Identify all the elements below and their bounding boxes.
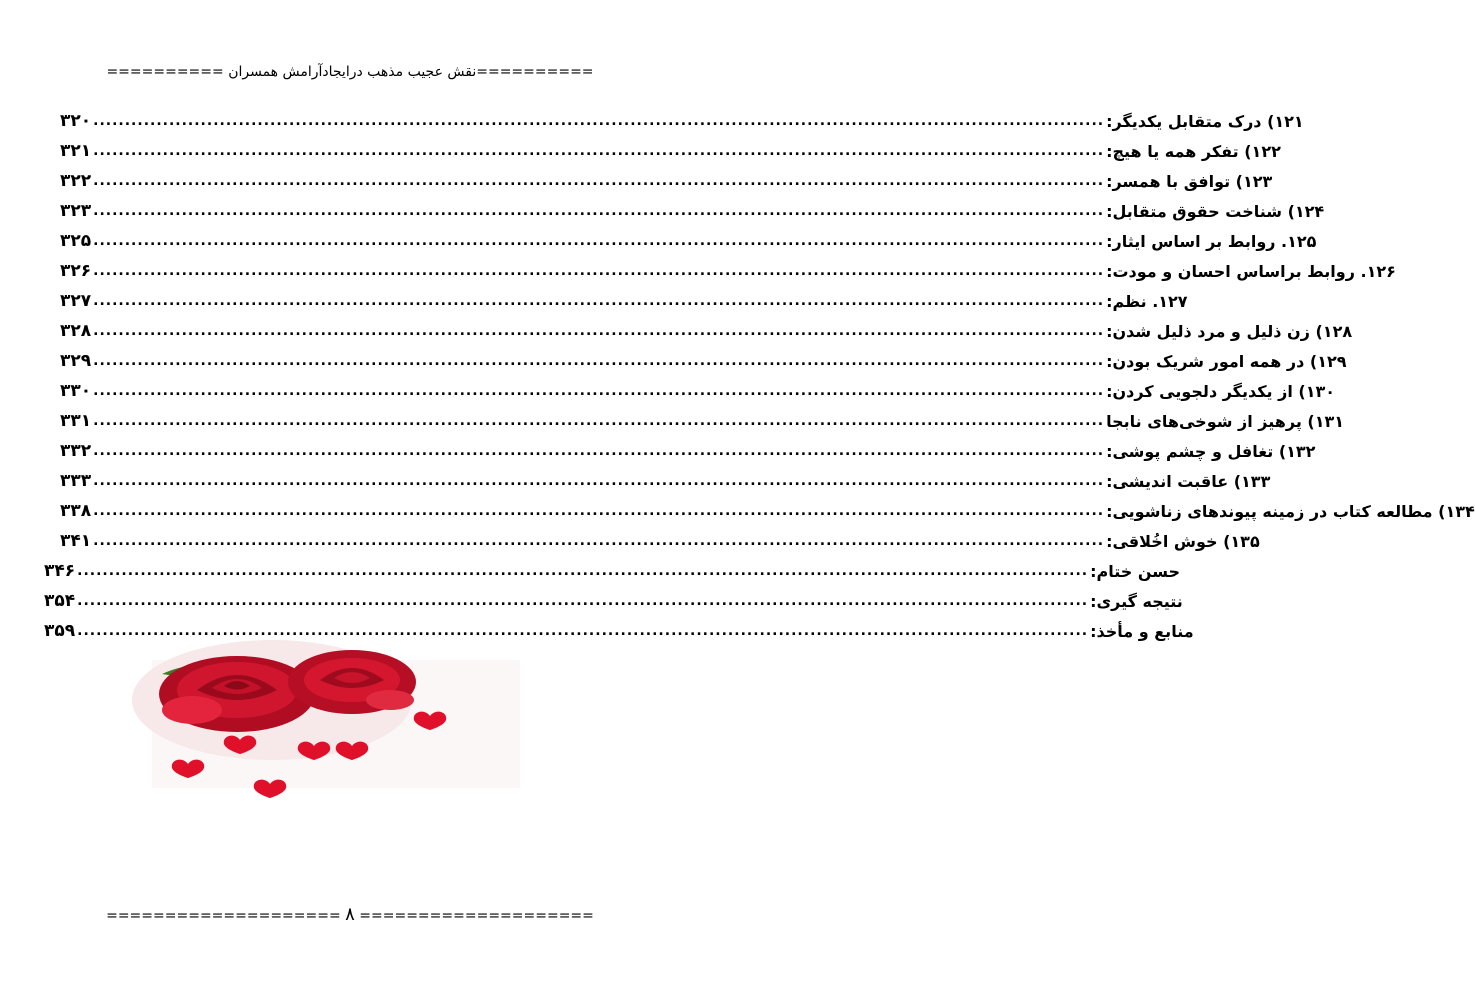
toc-leader-dots: ................................................................................................................................................................ — [93, 503, 1105, 519]
toc-leader-dots: ................................................................................................................................................................ — [93, 443, 1105, 459]
toc-leader-dots: ................................................................................................................................................................ — [93, 323, 1105, 339]
toc-leader-dots: ................................................................................................................................................................ — [77, 563, 1089, 579]
toc-page-number: ۳۳۱ — [60, 411, 92, 431]
toc-entry — [60, 346, 1347, 376]
toc-entry — [60, 256, 1396, 286]
toc-entry — [44, 586, 1183, 616]
toc-page-number: ۳۲۳ — [60, 201, 92, 221]
toc-page-number: ۳۴۱ — [60, 531, 92, 551]
toc-leader-dots: ................................................................................................................................................................ — [93, 353, 1105, 369]
toc-entry — [44, 616, 1194, 646]
toc-page-number: ۳۲۶ — [60, 261, 92, 281]
toc-leader-dots: ................................................................................................................................................................ — [93, 233, 1105, 249]
toc-page-number: ۳۲۲ — [60, 171, 92, 191]
toc-entry — [60, 376, 1335, 406]
page-footer — [0, 904, 700, 925]
footer-rule-left: ==================== — [106, 908, 341, 924]
toc-title: ۱۲۹) در همه امور شریک بودن: — [1106, 351, 1347, 371]
toc-title: ۱۳۵) خوش اخُلاقی: — [1106, 531, 1260, 551]
toc-entry — [60, 316, 1353, 346]
toc-page-number: ۳۵۹ — [44, 621, 76, 641]
rose-right — [288, 650, 416, 714]
toc-page-number: ۳۲۰ — [60, 111, 92, 131]
toc-leader-dots: ................................................................................................................................................................ — [77, 593, 1089, 609]
toc-page-number: ۳۳۰ — [60, 381, 92, 401]
toc-entry — [60, 166, 1273, 196]
toc-leader-dots: ................................................................................................................................................................ — [93, 143, 1105, 159]
toc-title: نتیجه گیری: — [1090, 591, 1183, 611]
toc-leader-dots: ................................................................................................................................................................ — [93, 173, 1105, 189]
toc-leader-dots: ................................................................................................................................................................ — [93, 533, 1105, 549]
roses-image — [152, 660, 520, 788]
toc-entry — [60, 106, 1304, 136]
toc-entry — [60, 226, 1317, 256]
toc-page-number: ۳۲۱ — [60, 141, 92, 161]
toc-entry — [60, 466, 1271, 496]
toc-title: ۱۳۱) پرهیز از شوخی‌های نابجا — [1106, 411, 1345, 431]
toc-title: ۱۲۸) زن ذلیل و مرد ذلیل شدن: — [1106, 321, 1353, 341]
toc-title: ۱۲۲) تفکر همه یا هیچ: — [1106, 141, 1281, 161]
toc-entry — [60, 406, 1345, 436]
toc-title: منابع و مأخذ: — [1090, 621, 1194, 641]
toc-leader-dots: ................................................................................................................................................................ — [93, 263, 1105, 279]
toc-page-number: ۳۵۴ — [44, 591, 76, 611]
toc-entry — [60, 526, 1260, 556]
toc-leader-dots: ................................................................................................................................................................ — [93, 293, 1105, 309]
page-number: ۸ — [345, 904, 355, 925]
toc-entry — [60, 436, 1316, 466]
toc-leader-dots: ................................................................................................................................................................ — [93, 413, 1105, 429]
toc-title: حسن ختام: — [1090, 561, 1181, 581]
toc-page-number: ۳۳۲ — [60, 441, 92, 461]
toc-title: ۱۳۲) تغافل و چشم پوشی: — [1106, 441, 1316, 461]
toc-title: ۱۳۴) مطالعه کتاب در زمینه پیوندهای زناشویی: — [1106, 501, 1475, 521]
toc-title: ۱۲۶. روابط براساس احسان و مودت: — [1106, 261, 1396, 281]
toc-title: ۱۲۳) توافق با همسر: — [1106, 171, 1273, 191]
toc-title: ۱۳۳) عاقبت اندیشی: — [1106, 471, 1271, 491]
toc-title: ۱۲۱) درک متقابل یکدیگر: — [1106, 111, 1304, 131]
red-roses-and-hearts-image — [152, 660, 520, 788]
toc-title: ۱۲۴) شناخت حقوق متقابل: — [1106, 201, 1325, 221]
toc-entry — [60, 196, 1325, 226]
toc-entry — [60, 286, 1188, 316]
toc-page-number: ۳۲۵ — [60, 231, 92, 251]
toc-entry — [60, 496, 1475, 526]
toc-title: ۱۲۵. روابط بر اساس ایثار: — [1106, 231, 1317, 251]
toc-entry — [44, 556, 1181, 586]
toc-leader-dots: ................................................................................................................................................................ — [93, 203, 1105, 219]
toc-leader-dots: ................................................................................................................................................................ — [93, 383, 1105, 399]
toc-page-number: ۳۳۳ — [60, 471, 92, 491]
toc-title: ۱۳۰) از یکدیگر دلجویی کردن: — [1106, 381, 1335, 401]
toc-leader-dots: ................................................................................................................................................................ — [93, 473, 1105, 489]
toc-entry — [60, 136, 1281, 166]
toc-leader-dots: ................................................................................................................................................................ — [93, 113, 1105, 129]
toc-page-number: ۳۳۸ — [60, 501, 92, 521]
toc-page-number: ۳۲۷ — [60, 291, 92, 311]
rose-left — [159, 656, 315, 732]
footer-rule-right: ==================== — [359, 908, 594, 924]
toc-page-number: ۳۲۹ — [60, 351, 92, 371]
toc-leader-dots: ................................................................................................................................................................ — [77, 623, 1089, 639]
toc-title: ۱۲۷. نظم: — [1106, 291, 1188, 311]
toc-page-number: ۳۲۸ — [60, 321, 92, 341]
toc-page-number: ۳۴۶ — [44, 561, 76, 581]
running-header: ==========نقش عجیب مذهب درایجادآرامش همسران ========== — [106, 64, 594, 80]
